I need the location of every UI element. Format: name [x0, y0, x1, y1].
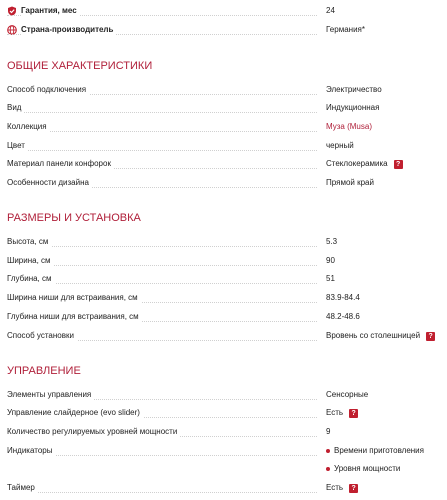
spec-value: Германия* [326, 25, 365, 34]
section-title-dimensions: РАЗМЕРЫ И УСТАНОВКА [7, 212, 141, 224]
spec-label: Особенности дизайна [7, 177, 92, 189]
spec-label: Ширина ниши для встраивания, см [7, 292, 141, 304]
spec-value: 90 [326, 256, 335, 265]
spec-row [7, 140, 437, 152]
spec-row-country [7, 24, 437, 36]
spec-label: Таймер [7, 482, 38, 494]
spec-value-wrap [326, 445, 424, 457]
bullet-icon [326, 467, 330, 471]
spec-row [7, 330, 437, 342]
spec-row [7, 236, 437, 248]
help-icon[interactable]: ? [349, 484, 358, 493]
section-title-controls: УПРАВЛЕНИЕ [7, 365, 81, 377]
spec-label: Материал панели конфорок [7, 158, 114, 170]
help-icon[interactable]: ? [426, 332, 435, 341]
spec-value: 9 [326, 427, 331, 436]
spec-row [7, 84, 437, 96]
spec-value-wrap [326, 407, 358, 419]
spec-label: Управление слайдерное (evo slider) [7, 407, 143, 419]
spec-row [7, 177, 437, 189]
spec-row [7, 158, 437, 170]
spec-row-warranty [7, 5, 437, 17]
spec-value-wrap [326, 482, 358, 494]
spec-value: 5.3 [326, 237, 338, 246]
bullet-icon [326, 449, 330, 453]
spec-row [7, 121, 437, 133]
spec-label: Ширина, см [7, 255, 54, 267]
spec-label: Коллекция [7, 121, 50, 133]
dotted-leader [7, 131, 317, 132]
spec-value-wrap [326, 463, 400, 475]
spec-row [7, 273, 437, 285]
spec-row [7, 463, 437, 475]
spec-label: Вид [7, 102, 24, 114]
spec-label: Глубина, см [7, 273, 55, 285]
collection-link[interactable]: Муза (Musa) [326, 122, 372, 131]
spec-row [7, 389, 437, 401]
spec-label: Количество регулируемых уровней мощности [7, 426, 180, 438]
spec-value: Вровень со столешницей [326, 331, 421, 340]
spec-row [7, 255, 437, 267]
spec-value: Уровня мощности [334, 464, 401, 473]
spec-row [7, 311, 437, 323]
spec-row [7, 426, 437, 438]
spec-value: Времени приготовления [334, 446, 424, 455]
spec-row [7, 102, 437, 114]
spec-row [7, 407, 437, 419]
spec-value: Электричество [326, 85, 382, 94]
section-title-general: ОБЩИЕ ХАРАКТЕРИСТИКИ [7, 60, 153, 72]
spec-label: Способ установки [7, 330, 77, 342]
spec-label: Гарантия, мес [21, 5, 80, 17]
dotted-leader [7, 112, 317, 113]
help-icon[interactable]: ? [349, 409, 358, 418]
spec-label: Цвет [7, 140, 28, 152]
spec-row [7, 445, 437, 457]
spec-value: Стеклокерамика [326, 159, 388, 168]
spec-value: Есть [326, 483, 344, 492]
spec-label: Способ подключения [7, 84, 89, 96]
help-icon[interactable]: ? [394, 160, 403, 169]
spec-row [7, 482, 437, 494]
spec-label: Индикаторы [7, 445, 55, 457]
dotted-leader [7, 492, 317, 493]
spec-label: Элементы управления [7, 389, 94, 401]
spec-value-wrap [326, 158, 403, 170]
spec-label: Высота, см [7, 236, 51, 248]
spec-label: Глубина ниши для встраивания, см [7, 311, 142, 323]
spec-value: Сенсорные [326, 390, 369, 399]
spec-value: Прямой край [326, 178, 374, 187]
spec-value: Есть [326, 408, 344, 417]
spec-label: Страна-производитель [21, 24, 116, 36]
spec-value: 24 [326, 6, 335, 15]
spec-value-wrap [326, 330, 435, 342]
spec-value: Индукционная [326, 103, 380, 112]
spec-value: 51 [326, 274, 335, 283]
dotted-leader [7, 246, 317, 247]
spec-value: черный [326, 141, 354, 150]
spec-row [7, 292, 437, 304]
spec-value: 83.9-84.4 [326, 293, 360, 302]
spec-value: 48.2-48.6 [326, 312, 360, 321]
dotted-leader [7, 150, 317, 151]
